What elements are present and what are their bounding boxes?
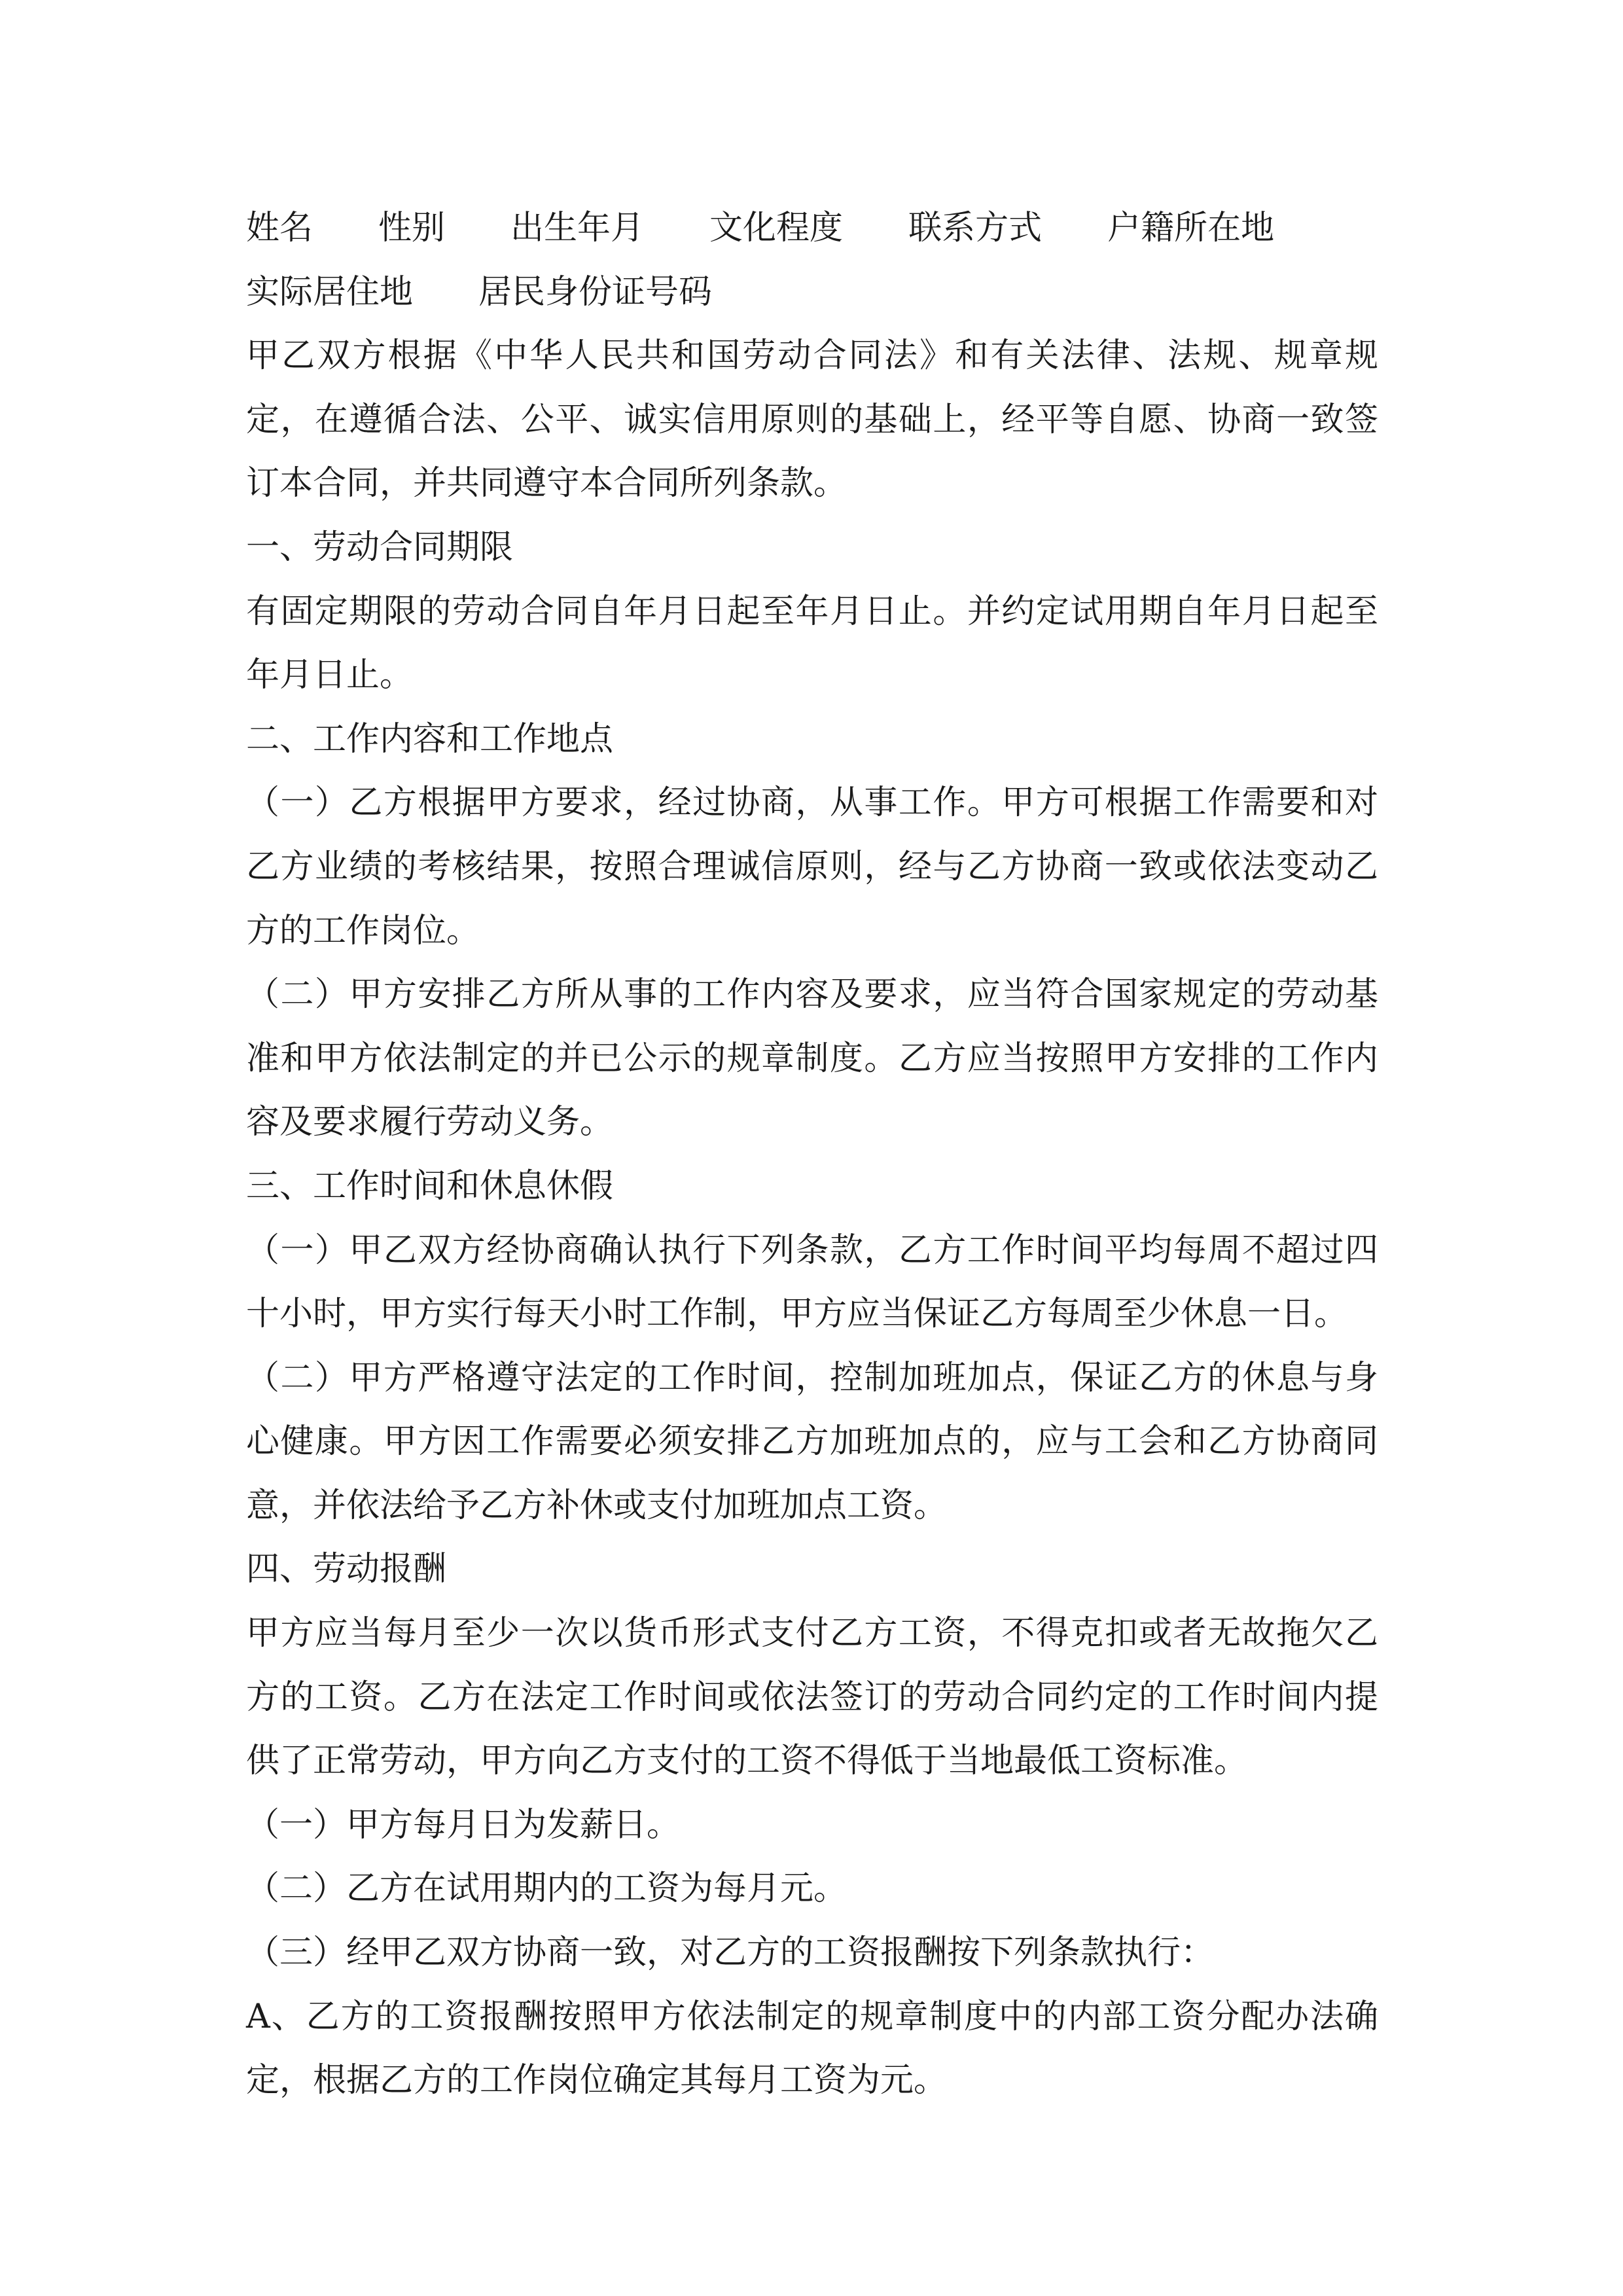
- clause-paragraph: 甲方应当每月至少一次以货币形式支付乙方工资，不得克扣或者无故拖欠乙方的工资。乙方在法定工作时间或依法签订的劳动合同约定的工作时间内提供了正常劳动，甲方向乙方支付的工资不得低于当地最低工资标准。: [246, 1614, 1378, 1781]
- field-name: 姓名: [246, 209, 313, 247]
- clause-paragraph: （二）甲方严格遵守法定的工作时间，控制加班加点，保证乙方的休息与身心健康。甲方因工作需要必须安排乙方加班加点的，应与工会和乙方协商同意，并依法给予乙方补休或支付加班加点工资。: [246, 1358, 1378, 1525]
- section-heading: 三、工作时间和休息休假: [246, 1166, 614, 1206]
- field-education: 文化程度: [709, 209, 844, 247]
- clause-paragraph: （一）甲方每月日为发薪日。: [246, 1805, 681, 1844]
- clause-paragraph: （一）甲乙双方经协商确认执行下列条款，乙方工作时间平均每周不超过四十小时，甲方实行每天小时工作制，甲方应当保证乙方每周至少休息一日。: [246, 1230, 1378, 1334]
- field-residence: 实际居住地: [246, 272, 414, 312]
- section-heading: 四、劳动报酬: [246, 1550, 447, 1589]
- field-household-register: 户籍所在地: [1107, 209, 1275, 247]
- field-id-number: 居民身份证号码: [478, 272, 713, 312]
- section-heading: 一、劳动合同期限: [246, 528, 514, 567]
- clause-paragraph: （一）乙方根据甲方要求，经过协商，从事工作。甲方可根据工作需要和对乙方业绩的考核结果，按照合理诚信原则，经与乙方协商一致或依法变动乙方的工作岗位。: [246, 783, 1378, 950]
- section-heading: 二、工作内容和工作地点: [246, 719, 614, 759]
- clause-paragraph: （三）经甲乙双方协商一致，对乙方的工资报酬按下列条款执行：: [246, 1933, 1215, 1973]
- field-birth-date: 出生年月: [510, 209, 645, 247]
- field-contact: 联系方式: [908, 209, 1043, 247]
- clause-paragraph: （二）甲方安排乙方所从事的工作内容及要求，应当符合国家规定的劳动基准和甲方依法制定的并已公示的规章制度。乙方应当按照甲方安排的工作内容及要求履行劳动义务。: [246, 975, 1378, 1142]
- personal-info-block: [246, 196, 1378, 516]
- contract-sections: [246, 516, 1378, 2113]
- clause-paragraph: A、乙方的工资报酬按照甲方依法制定的规章制度中的内部工资分配办法确定，根据乙方的工作岗位确定其每月工资为元。: [246, 1997, 1378, 2100]
- clause-paragraph: 有固定期限的劳动合同自年月日起至年月日止。并约定试用期自年月日起至年月日止。: [246, 592, 1378, 695]
- contract-body: [246, 196, 1378, 2113]
- preamble-text: 甲乙双方根据《中华人民共和国劳动合同法》和有关法律、法规、规章规定，在遵循合法、公平、诚实信用原则的基础上，经平等自愿、协商一致签订本合同，并共同遵守本合同所列条款。: [246, 336, 1378, 503]
- field-gender: 性别: [378, 209, 446, 247]
- clause-paragraph: （二）乙方在试用期内的工资为每月元。: [246, 1869, 847, 1909]
